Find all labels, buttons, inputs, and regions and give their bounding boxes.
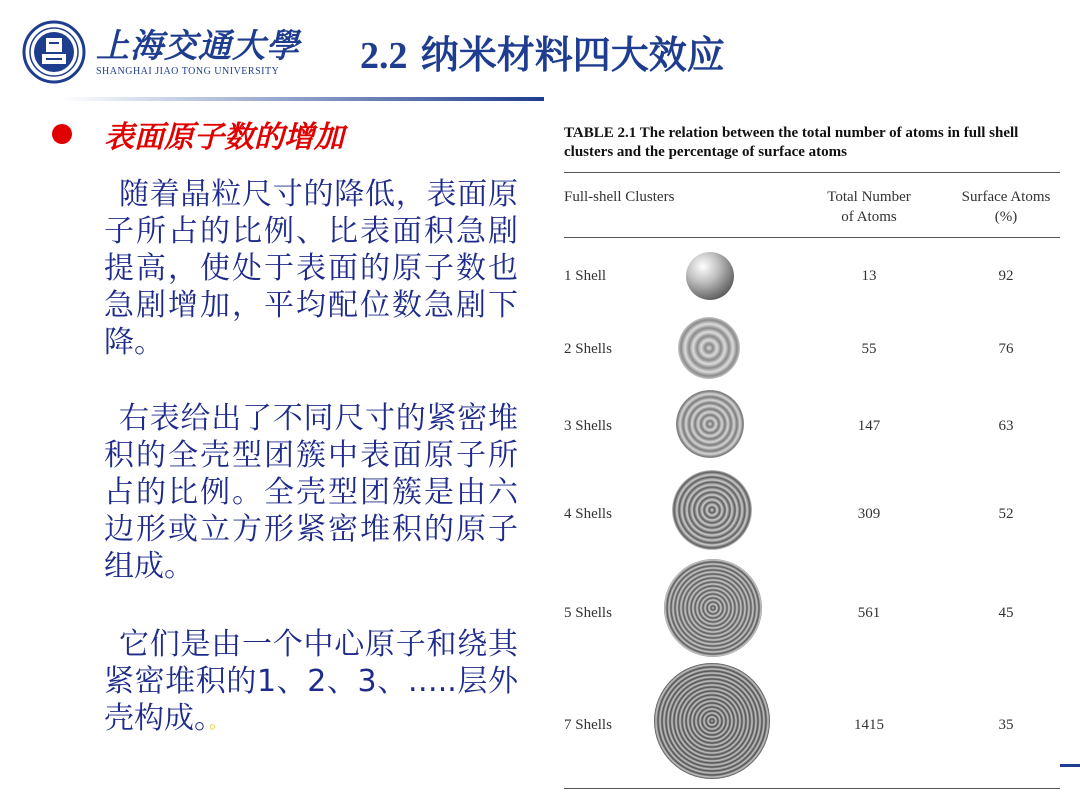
cell-cluster-name: 3 Shells xyxy=(564,418,612,434)
university-seal-icon xyxy=(22,20,86,84)
cell-surface-percent: 52 xyxy=(998,506,1014,522)
slide-header xyxy=(0,0,1080,100)
text-column xyxy=(0,110,540,810)
cell-cluster-name: 4 Shells xyxy=(564,506,612,522)
header-total-line2: of Atoms xyxy=(841,209,897,225)
slide-edge-marker xyxy=(1060,764,1080,767)
bullet-icon xyxy=(52,124,72,144)
header-total xyxy=(804,187,934,227)
slide-title xyxy=(360,24,725,79)
cell-surface-percent: 76 xyxy=(998,341,1014,357)
paragraph-3-dot: 。 xyxy=(209,712,227,733)
title-number: 2.2 xyxy=(360,35,408,77)
paragraph-2: 右表给出了不同尺寸的紧密堆积的全壳型团簇中表面原子所占的比例。全壳型团簇是由六边形或立方形紧密堆积的原子组成。 xyxy=(104,401,518,584)
header-surface-line1: Surface Atoms xyxy=(961,189,1051,205)
header-divider xyxy=(60,97,544,101)
table-caption: TABLE 2.1 The relation between the total number of atoms in full shell clusters and the percentage of surface atoms xyxy=(564,125,1019,160)
header-clusters: Full-shell Clusters xyxy=(564,189,675,205)
cluster-7-shells-image xyxy=(654,663,770,779)
paragraph-3 xyxy=(104,626,518,741)
university-name-cn: 上海交通大學 xyxy=(96,26,300,65)
cluster-3-shells-image xyxy=(676,390,744,458)
cluster-1-shell-image xyxy=(686,252,734,300)
cell-cluster-name: 2 Shells xyxy=(564,341,612,357)
table-rule-mid xyxy=(564,237,1060,238)
header-total-line1: Total Number xyxy=(827,189,911,205)
cell-total-atoms: 147 xyxy=(857,418,881,434)
header-surface xyxy=(950,187,1062,227)
cluster-4-shells-image xyxy=(672,470,752,550)
title-text: 纳米材料四大效应 xyxy=(420,33,725,77)
paragraph-1: 随着晶粒尺寸的降低，表面原子所占的比例、比表面积急剧提高，使处于表面的原子数也急剧增加，平均配位数急剧下降。 xyxy=(104,177,518,360)
paragraph-3-text: 它们是由一个中心原子和绕其紧密堆积的1、2、3、…..层外壳构成。 xyxy=(104,627,518,736)
table-rule-top xyxy=(564,172,1060,173)
cell-surface-percent: 63 xyxy=(998,418,1014,434)
cell-cluster-name: 1 Shell xyxy=(564,268,607,284)
cell-surface-percent: 92 xyxy=(998,268,1014,284)
cell-total-atoms: 55 xyxy=(861,341,877,357)
cell-total-atoms: 1415 xyxy=(854,717,884,733)
cluster-table xyxy=(564,124,1060,804)
cell-cluster-name: 5 Shells xyxy=(564,605,612,621)
cell-surface-percent: 45 xyxy=(998,605,1014,621)
header-surface-line2: (%) xyxy=(994,209,1018,225)
cell-total-atoms: 13 xyxy=(861,268,877,284)
university-name-en: SHANGHAI JIAO TONG UNIVERSITY xyxy=(96,66,280,77)
cluster-5-shells-image xyxy=(664,559,762,657)
bullet-heading: 表面原子数的增加 xyxy=(104,120,344,155)
table-rule-bottom xyxy=(564,788,1060,789)
cluster-2-shells-image xyxy=(678,317,740,379)
cell-total-atoms: 309 xyxy=(857,506,881,522)
cell-cluster-name: 7 Shells xyxy=(564,717,612,733)
cell-surface-percent: 35 xyxy=(998,717,1014,733)
cell-total-atoms: 561 xyxy=(857,605,881,621)
